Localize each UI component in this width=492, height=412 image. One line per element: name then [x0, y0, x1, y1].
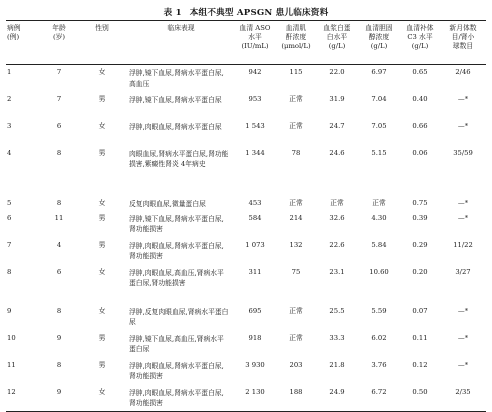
cell-chol: 7.04: [371, 94, 387, 103]
cell-alb: 25.5: [329, 306, 345, 315]
cell-crescent: —*: [457, 121, 469, 130]
cell-alb: 24.6: [329, 148, 345, 157]
cell-aso: 1 073: [245, 240, 265, 249]
cell-chol: 5.15: [371, 148, 387, 157]
column-header-manifest: [128, 21, 234, 65]
cell-alb: 22.0: [329, 68, 345, 76]
cell-manifest: 浮肿,肉眼血尿,肾病水平蛋白尿,肾功能损害: [129, 388, 224, 407]
cell-aso: 311: [248, 267, 262, 276]
column-header-line: 血清胆固: [365, 24, 393, 32]
column-header-line: (g/L): [370, 42, 388, 50]
column-header-alb: [316, 21, 358, 65]
cell-chol: 10.60: [369, 267, 389, 276]
column-header-line: 酐浓度: [285, 33, 307, 41]
cell-aso: 695: [248, 306, 262, 315]
cell-aso: 953: [248, 94, 262, 103]
cell-manifest: 浮肿,肉眼血尿,肾病水平蛋白尿: [129, 122, 222, 131]
column-header-line: 醇浓度: [368, 33, 390, 41]
column-header-line: (μmol/L): [281, 42, 311, 50]
table-row: [6, 358, 486, 385]
column-header-line: 血浆白蛋: [323, 24, 351, 32]
column-header-line: 血清肌: [285, 24, 307, 32]
cell-manifest: 浮肿,反复肉眼血尿,肾病水平蛋白尿: [129, 307, 229, 326]
cell-alb: 24.9: [329, 387, 345, 396]
cell-id: 11: [7, 360, 16, 369]
cell-crescent: —*: [457, 360, 469, 369]
cell-scr: 115: [289, 68, 303, 76]
cell-c3: 0.39: [412, 213, 428, 222]
column-header-line: 目/肾小: [451, 33, 475, 41]
cell-c3: 0.65: [412, 68, 428, 76]
cell-c3: 0.29: [412, 240, 428, 249]
cell-age: 8: [56, 148, 62, 157]
cell-manifest: 浮肿,肉眼血尿,肾病水平蛋白尿,肾功能损害: [129, 241, 224, 260]
cell-scr: 正常: [289, 198, 303, 207]
cell-scr: 188: [289, 387, 303, 396]
cell-age: 8: [56, 198, 62, 207]
cell-chol: 5.84: [371, 240, 387, 249]
cell-aso: 584: [248, 213, 262, 222]
table-row: [6, 385, 486, 412]
cell-age: 8: [56, 360, 62, 369]
column-header-c3: [400, 21, 440, 65]
column-header-line: (IU/mL): [241, 42, 269, 50]
column-header-line: C3 水平: [407, 33, 433, 41]
cell-id: 2: [7, 94, 12, 103]
cell-age: 9: [56, 387, 62, 396]
column-header-line: 性别: [95, 24, 109, 32]
column-header-line: (例): [7, 33, 20, 41]
column-header-line: (g/L): [328, 42, 346, 50]
cell-c3: 0.12: [412, 360, 428, 369]
cell-crescent: —*: [457, 306, 469, 315]
column-header-age: [42, 21, 76, 65]
cell-crescent: —*: [457, 94, 469, 103]
cell-age: 6: [56, 121, 62, 130]
column-header-line: 病例: [7, 24, 21, 32]
cell-c3: 0.06: [412, 148, 428, 157]
cell-id: 8: [7, 267, 12, 276]
cell-aso: 1 543: [245, 121, 265, 130]
cell-scr: 正常: [289, 121, 303, 130]
cell-sex: 女: [98, 68, 106, 76]
cell-aso: 918: [248, 333, 262, 342]
cell-aso: 1 344: [245, 148, 265, 157]
cell-sex: 男: [98, 333, 106, 342]
table-row: [6, 119, 486, 146]
table-row: [6, 92, 486, 119]
cell-scr: 正常: [289, 333, 303, 342]
cell-chol: 3.76: [371, 360, 387, 369]
cell-crescent: 2/46: [455, 68, 471, 76]
cell-aso: 3 930: [245, 360, 265, 369]
cell-sex: 男: [98, 240, 106, 249]
column-header-line: (岁): [52, 33, 66, 41]
cell-id: 10: [7, 333, 16, 342]
column-header-crescent: [440, 21, 486, 65]
column-header-line: 年龄: [52, 24, 66, 32]
cell-scr: 78: [291, 148, 301, 157]
table-row: [6, 238, 486, 265]
cell-alb: 正常: [330, 198, 344, 207]
cell-manifest: 浮肿,镜下血尿,肾病水平蛋白尿,高血压: [129, 69, 224, 88]
cell-age: 7: [56, 94, 62, 103]
column-header-line: 球数目: [452, 42, 474, 50]
cell-crescent: 3/27: [455, 267, 471, 276]
cell-age: 9: [56, 333, 62, 342]
cell-crescent: 35/59: [453, 148, 473, 157]
cell-manifest: 浮肿,镜下血尿,肾病水平蛋白尿: [129, 95, 222, 104]
cell-id: 7: [7, 240, 12, 249]
clinical-data-table: [6, 20, 486, 412]
table-row: [6, 211, 486, 238]
cell-chol: 6.72: [371, 387, 387, 396]
cell-c3: 0.11: [412, 333, 428, 342]
cell-alb: 24.7: [329, 121, 345, 130]
cell-sex: 女: [98, 121, 106, 130]
cell-sex: 女: [98, 387, 106, 396]
table-title: 本组不典型 APSGN 患儿临床资料: [189, 8, 329, 18]
cell-c3: 0.75: [412, 198, 428, 207]
cell-c3: 0.20: [412, 267, 428, 276]
cell-scr: 203: [289, 360, 303, 369]
cell-crescent: 2/35: [455, 387, 471, 396]
cell-alb: 23.1: [329, 267, 345, 276]
table-caption: [6, 6, 486, 20]
cell-id: 12: [7, 387, 16, 396]
cell-chol: 6.97: [371, 68, 387, 76]
cell-age: 6: [56, 267, 62, 276]
cell-aso: 453: [248, 198, 262, 207]
cell-c3: 0.40: [412, 94, 428, 103]
table-header-row: [6, 21, 486, 65]
column-header-aso: [234, 21, 276, 65]
cell-chol: 6.02: [371, 333, 387, 342]
cell-manifest: 反复肉眼血尿,微量蛋白尿: [129, 199, 206, 208]
cell-alb: 21.8: [329, 360, 345, 369]
cell-crescent: —*: [457, 198, 469, 207]
cell-age: 8: [56, 306, 62, 315]
column-header-scr: [276, 21, 316, 65]
cell-manifest: 浮肿,肉眼血尿,高血压,肾病水平蛋白尿,肾功能损害: [129, 268, 224, 287]
cell-c3: 0.50: [412, 387, 428, 396]
table-row: [6, 265, 486, 304]
cell-crescent: —*: [457, 213, 469, 222]
cell-id: 4: [7, 148, 12, 157]
cell-alb: 33.3: [329, 333, 345, 342]
cell-sex: 男: [98, 360, 106, 369]
column-header-line: 新月体数: [449, 24, 477, 32]
table-row: [6, 65, 486, 92]
cell-id: 3: [7, 121, 12, 130]
cell-sex: 男: [98, 148, 106, 157]
column-header-line: 白水平: [326, 33, 348, 41]
cell-sex: 女: [98, 267, 106, 276]
cell-id: 6: [7, 213, 12, 222]
cell-c3: 0.66: [412, 121, 428, 130]
cell-chol: 5.59: [371, 306, 387, 315]
column-header-chol: [358, 21, 400, 65]
cell-alb: 22.6: [329, 240, 345, 249]
cell-sex: 女: [98, 198, 106, 207]
cell-age: 7: [56, 68, 62, 76]
cell-sex: 男: [98, 94, 106, 103]
column-header-line: 血清补体: [406, 24, 434, 32]
cell-scr: 214: [289, 213, 303, 222]
cell-scr: 75: [291, 267, 301, 276]
column-header-id: [6, 21, 42, 65]
cell-chol: 4.30: [371, 213, 387, 222]
cell-c3: 0.07: [412, 306, 428, 315]
cell-chol: 正常: [372, 198, 386, 207]
cell-scr: 正常: [289, 306, 303, 315]
table-row: [6, 196, 486, 211]
column-header-line: 血清 ASO: [239, 24, 271, 32]
cell-id: 9: [7, 306, 12, 315]
cell-sex: 女: [98, 306, 106, 315]
cell-alb: 31.9: [329, 94, 345, 103]
column-header-sex: [76, 21, 128, 65]
cell-age: 11: [54, 213, 64, 222]
cell-id: 5: [7, 198, 12, 207]
column-header-line: 临床表现: [167, 24, 195, 32]
cell-scr: 正常: [289, 94, 303, 103]
cell-aso: 942: [248, 68, 262, 76]
cell-id: 1: [7, 68, 12, 76]
table-row: [6, 331, 486, 358]
cell-aso: 2 130: [245, 387, 265, 396]
cell-scr: 132: [289, 240, 303, 249]
cell-crescent: —*: [457, 333, 469, 342]
cell-alb: 32.6: [329, 213, 345, 222]
table-number: 表 1: [163, 8, 182, 18]
cell-manifest: 浮肿,镜下血尿,肾病水平蛋白尿,肾功能损害: [129, 214, 224, 233]
cell-manifest: 肉眼血尿,肾病水平蛋白尿,肾功能损害,紫癜性肾炎 4年病史: [129, 149, 229, 168]
cell-age: 4: [56, 240, 62, 249]
table-row: [6, 146, 486, 196]
column-header-line: 水平: [248, 33, 262, 41]
table-body: [6, 65, 486, 412]
cell-manifest: 浮肿,镜下血尿,高血压,肾病水平蛋白尿: [129, 334, 224, 353]
table-row: [6, 304, 486, 331]
cell-sex: 男: [98, 213, 106, 222]
column-header-line: (g/L): [411, 42, 429, 50]
cell-chol: 7.05: [371, 121, 387, 130]
cell-crescent: 11/22: [453, 240, 473, 249]
cell-manifest: 浮肿,肉眼血尿,肾病水平蛋白尿,肾功能损害: [129, 361, 224, 380]
